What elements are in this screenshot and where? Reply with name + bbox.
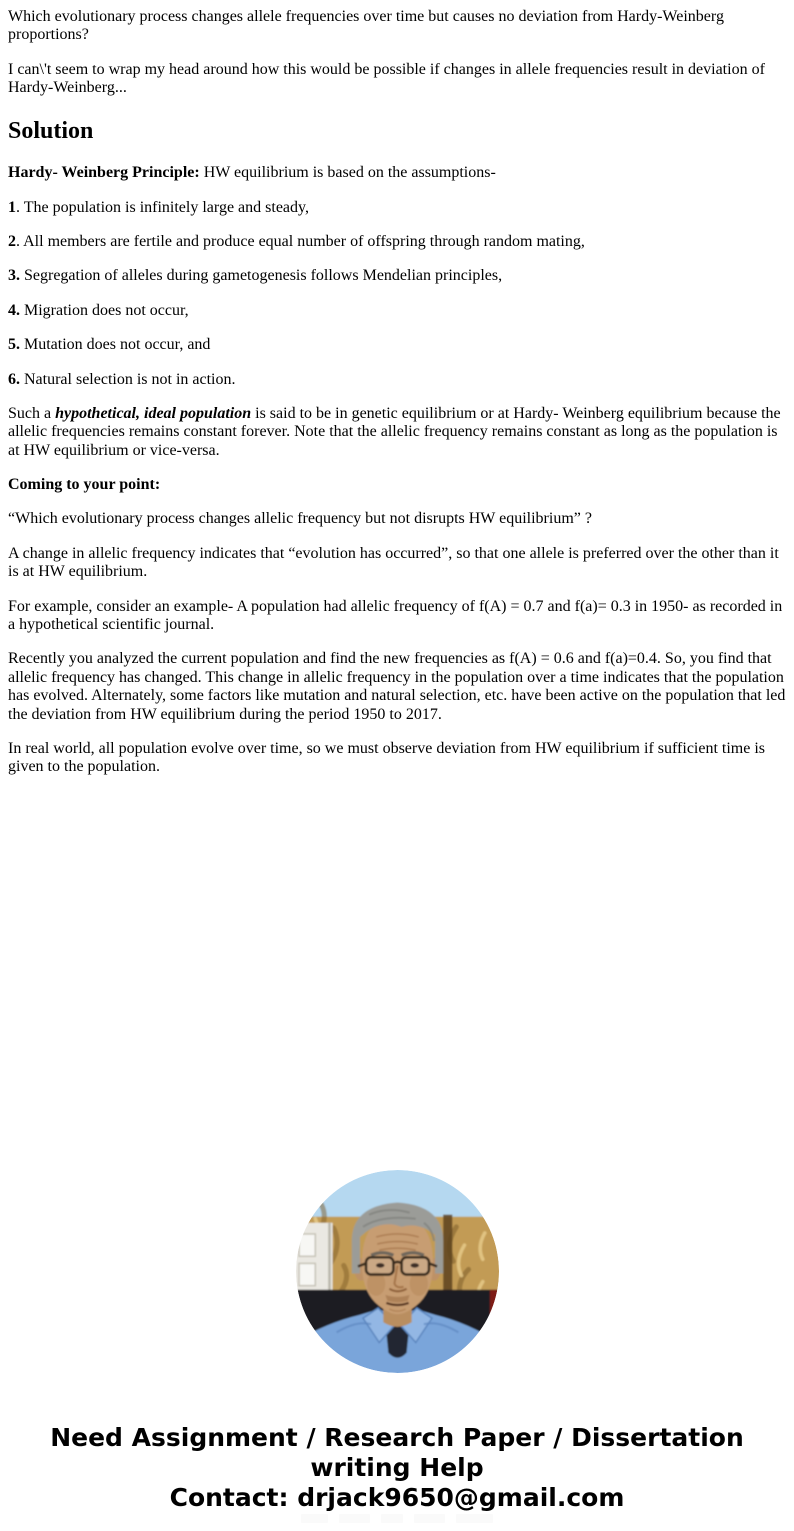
analysis-paragraph: Recently you analyzed the current population and find the new frequencies as f(A) = 0.6 and f(a)=0.4. So, you find that allelic frequency has changed. This change in allelic frequency in the population over a time indicates that the population has evolved. Alternately, some factors like mutation and natural selection, etc. have been active on the population that led the deviation from HW equilibrium during the period 1950 to 2017. [8,650,786,723]
solution-heading: Solution [8,117,94,144]
principle-label: Hardy- Weinberg Principle: [8,164,200,182]
question-paragraph-1: Which evolutionary process changes allele frequencies over time but causes no deviation from Hardy-Weinberg proportions? [8,8,724,44]
ideal-population-emphasis: hypothetical, ideal population [55,404,252,422]
assumption-number: 3. [8,267,20,285]
assumption-text: . All members are fertile and produce equal number of offspring through random mating, [16,232,585,250]
assumption-text: Mutation does not occur, and [20,336,211,354]
instructor-portrait-illustration [296,1170,499,1373]
contact-text: Contact: drjack9650@gmail.com [169,1482,625,1512]
assumption-item-2 [8,233,786,251]
ideal-post-text: is said to be in genetic equilibrium or at Hardy- Weinberg equilibrium because the allelic frequencies remains constant forever. Note that the allelic frequency remains constant as long as the population is at HW equilibrium or vice-versa. [8,404,781,459]
assumption-text: Natural selection is not in action. [20,370,236,388]
assumption-number: 5. [8,336,20,354]
assumption-item-5 [8,336,786,354]
faint-watermark [8,1514,786,1523]
assumption-item-4 [8,302,786,320]
assumption-number: 6. [8,370,20,388]
help-text: Need Assignment / Research Paper / Dissertation writing Help [50,1422,744,1482]
assumption-number: 1 [8,198,16,216]
help-heading [8,1423,786,1513]
assumption-text: Segregation of alleles during gametogenesis follows Mendelian principles, [20,267,503,285]
promo-section [8,1170,786,1523]
conclusion-paragraph: In real world, all population evolve over time, so we must observe deviation from HW equilibrium if sufficient time is given to the population. [8,739,766,776]
principle-paragraph [8,164,786,182]
example-paragraph: For example, consider an example- A population had allelic frequency of f(A) = 0.7 and f(a)= 0.3 in 1950- as recorded in a hypothetical scientific journal. [8,597,783,634]
assumption-item-1 [8,199,786,217]
ideal-pre-text: Such a [8,404,56,422]
assumption-item-3 [8,267,786,285]
allelic-change-paragraph: A change in allelic frequency indicates that “evolution has occurred”, so that one allele is preferred over the other than it is at HW equilibrium. [8,544,779,581]
avatar [296,1170,499,1373]
coming-to-point-label: Coming to your point: [8,476,161,494]
principle-text: HW equilibrium is based on the assumptions- [199,164,496,182]
quoted-question-paragraph: “Which evolutionary process changes allelic frequency but not disrupts HW equilibrium” ? [8,510,592,528]
assumption-item-6 [8,371,786,389]
assumption-number: 2 [8,232,16,250]
question-paragraph-2: I can\'t seem to wrap my head around how this would be possible if changes in allele frequencies result in deviation of Hardy-Weinberg... [8,60,765,97]
assumption-text: . The population is infinitely large and steady, [16,198,309,216]
ideal-population-paragraph [8,405,786,460]
coming-to-point-paragraph [8,476,786,494]
assumption-number: 4. [8,301,20,319]
assumption-text: Migration does not occur, [20,301,189,319]
solution-document [8,8,786,777]
